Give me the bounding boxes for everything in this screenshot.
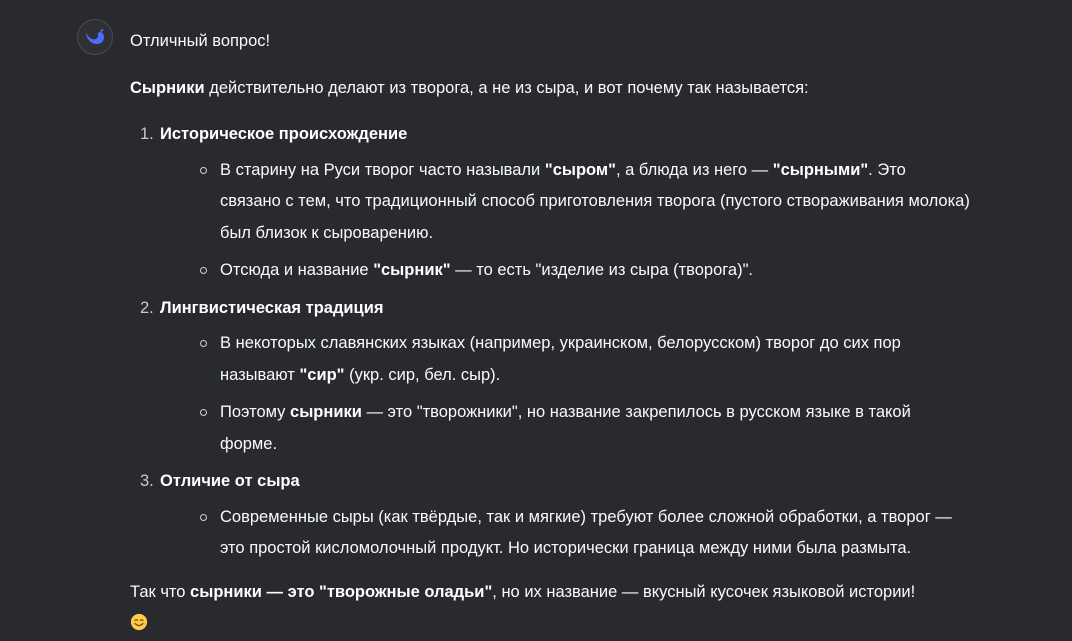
section-title: Отличие от сыра <box>160 472 300 490</box>
bullet-text: , а блюда из него — <box>615 160 773 179</box>
bullet-item <box>190 155 970 250</box>
outro-text: , но их название — вкусный кусочек языковой истории! <box>492 582 916 601</box>
bullet-item <box>190 328 970 391</box>
bullet-bold: "сырными" <box>772 160 869 179</box>
greeting-text: Отличный вопрос! <box>130 32 271 50</box>
item-number: 3. <box>140 472 154 490</box>
section-title: Лингвистическая традиция <box>160 298 384 317</box>
bullet-text: В некоторых славянских языках (например, украинском, белорусском) творог до сих пор называют <box>220 334 901 384</box>
outro-paragraph <box>130 577 970 640</box>
bullet-list <box>160 328 970 460</box>
bullet-circle-icon <box>200 167 207 174</box>
item-number: 2. <box>140 298 154 317</box>
bullet-circle-icon <box>200 267 207 274</box>
smiling-face-emoji-icon <box>130 613 148 631</box>
bullet-text: — то есть "изделие из сыра (творога)". <box>450 261 754 279</box>
intro-rest: действительно делают из творога, а не из сыра, и вот почему так называется: <box>204 78 809 97</box>
list-item <box>130 119 970 287</box>
bullet-item <box>190 255 970 287</box>
bullet-list <box>160 155 970 287</box>
bullet-list <box>160 502 970 565</box>
assistant-message <box>130 26 970 640</box>
deepseek-whale-icon <box>84 28 106 46</box>
bullet-text: Отсюда и название <box>220 261 374 279</box>
bullet-text: — это "творожники", но название закрепилось в русском языке в такой форме. <box>220 403 911 453</box>
bullet-bold: "сырник" <box>373 261 451 279</box>
bullet-bold: "сир" <box>299 365 345 384</box>
bullet-text: Поэтому <box>220 403 291 421</box>
bullet-circle-icon <box>200 409 207 416</box>
intro-paragraph <box>130 73 970 105</box>
bullet-text: Современные сыры (как твёрдые, так и мягкие) требуют более сложной обработки, а творог — это простой кисломолочный продукт. Но исторически граница между ними была размыта. <box>220 507 952 557</box>
outro-bold: сырники — это "творожные оладьи" <box>190 582 493 601</box>
bullet-text: В старину на Руси творог часто называли <box>220 160 545 179</box>
assistant-avatar <box>77 19 113 55</box>
bullet-circle-icon <box>200 514 207 521</box>
section-title: Историческое происхождение <box>160 125 408 143</box>
intro-bold: Сырники <box>130 78 205 97</box>
bullet-item <box>190 397 970 460</box>
bullet-bold: "сыром" <box>544 160 616 179</box>
numbered-list <box>130 119 970 565</box>
bullet-circle-icon <box>200 340 207 347</box>
bullet-bold: сырники <box>290 403 362 421</box>
bullet-item <box>190 502 970 565</box>
outro-text: Так что <box>130 582 191 601</box>
list-item <box>130 293 970 461</box>
item-number: 1. <box>140 125 154 143</box>
bullet-text: (укр. сир, бел. сыр). <box>344 365 501 384</box>
list-item <box>130 466 970 565</box>
bullet-text: . Это связано с тем, что традиционный способ приготовления творога (пустого створаживания молока) был близок к сыроварению. <box>220 160 970 242</box>
